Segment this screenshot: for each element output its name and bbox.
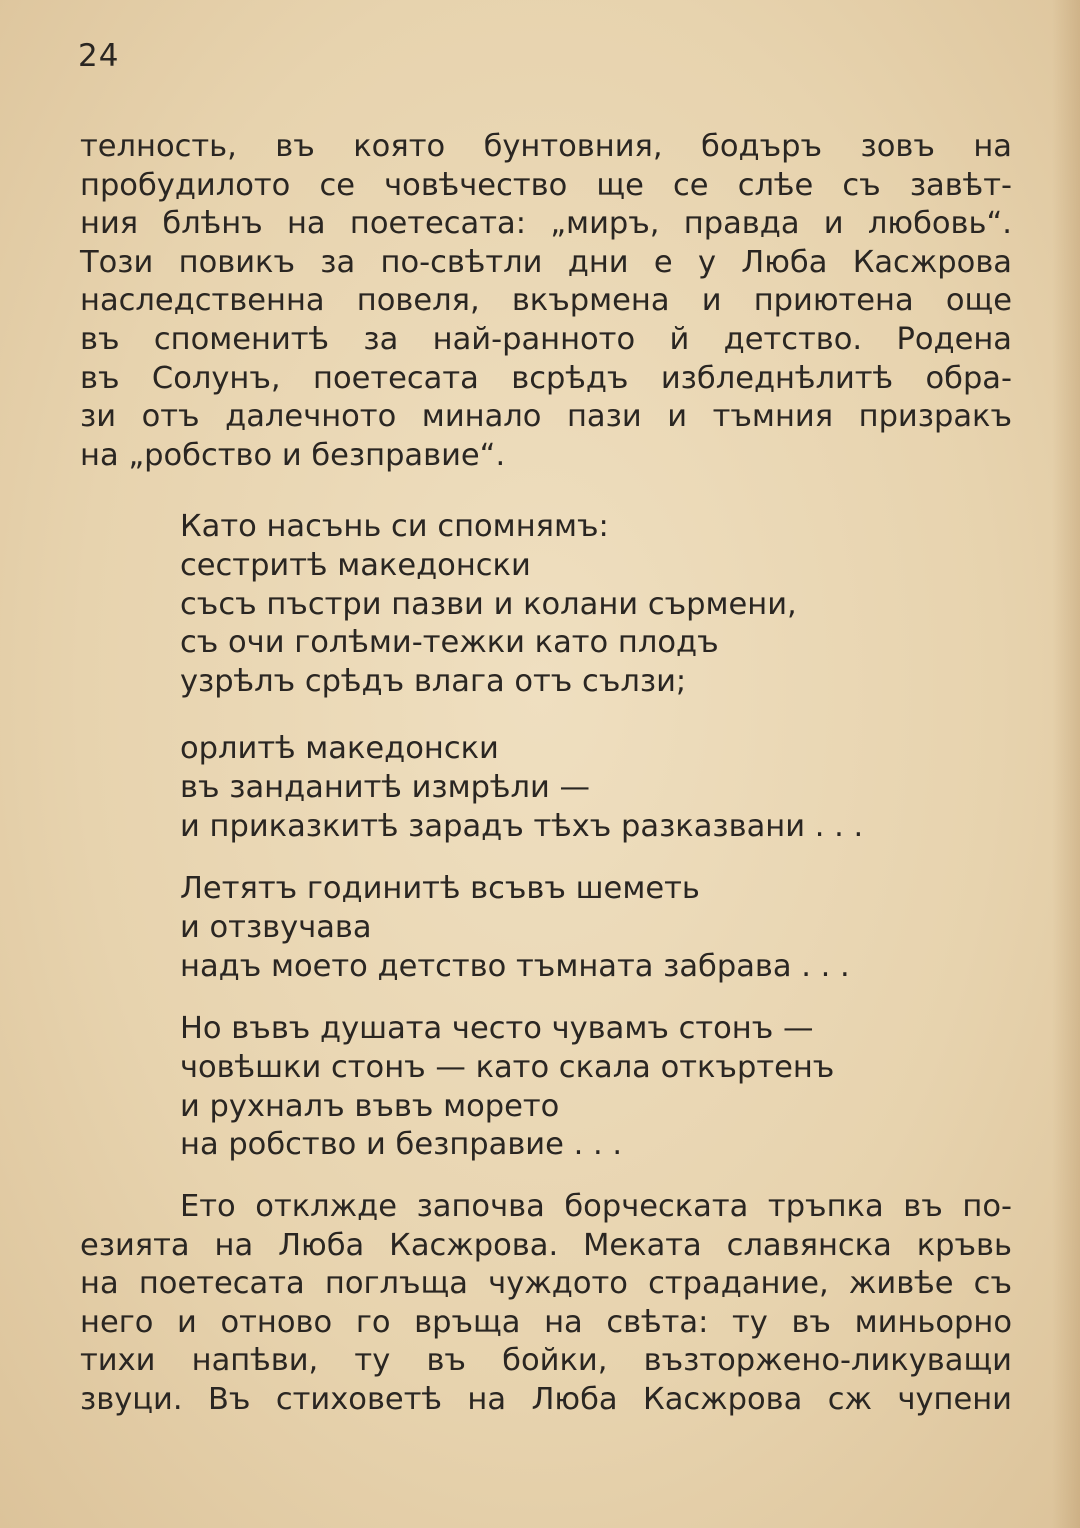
verse-line: въ занданитѣ измрѣли — — [180, 769, 590, 805]
text-line: на поетесата поглъща чуждото страдание, живѣе съ — [80, 1266, 1012, 1302]
text-line: въ споменитѣ за най-ранното й детство. Родена — [80, 321, 1012, 357]
text-line: наследственна повеля, вкърмена и приютена още — [80, 283, 1012, 319]
verse-line: и рухналъ въвъ морето — [180, 1088, 560, 1124]
text-line: зи отъ далечното минало пази и тъмния призракъ — [80, 399, 1012, 435]
verse-line: и отзвучава — [180, 909, 372, 945]
paragraph-1 — [80, 128, 1012, 475]
verse-line: съ очи голѣми-тежки като плодъ — [180, 625, 719, 661]
text-line: тихи напѣви, ту въ бойки, възторжено-ликуващи — [80, 1343, 1012, 1379]
text-line: езията на Люба Касжрова. Меката славянска кръвь — [80, 1227, 1012, 1263]
text-line: Този повикъ за по-свѣтли дни е у Люба Касжрова — [80, 244, 1012, 280]
text-line: ния блѣнъ на поетесата: „миръ, правда и любовь“. — [80, 206, 1012, 242]
verse-line: Като насънь си спомнямъ: — [180, 509, 609, 544]
verse-line: Но въвъ душата често чувамъ стонъ — — [180, 1011, 814, 1046]
verse-line: сестритѣ македонски — [180, 547, 531, 583]
poem-stanza-4 — [180, 1010, 834, 1165]
text-line: пробудилото се човѣчество ще се слѣе съ завѣт- — [80, 167, 1012, 203]
verse-line: съсъ пъстри пазви и колани сърмени, — [180, 586, 797, 622]
text-line: на „робство и безправие“. — [80, 437, 506, 473]
verse-line: Летятъ годинитѣ всъвъ шеметь — [180, 871, 700, 906]
text-line: въ Солунъ, поетесата всрѣдъ избледнѣлитѣ обра- — [80, 360, 1012, 396]
verse-line: и приказкитѣ зарадъ тѣхъ разказвани . . . — [180, 808, 864, 844]
page-edge-shadow — [1052, 0, 1080, 1528]
verse-line: човѣшки стонъ — като скала откъртенъ — [180, 1049, 835, 1085]
text-line: телность, въ която бунтовния, бодъръ зовъ на — [80, 129, 1012, 164]
paragraph-2 — [80, 1188, 1012, 1420]
poem-stanza-2 — [180, 730, 863, 846]
poem-stanza-3 — [180, 870, 850, 986]
verse-line: на робство и безправие . . . — [180, 1127, 623, 1163]
text-line: него и отново го връща на свѣта: ту въ миньорно — [80, 1304, 1012, 1340]
poem-stanza-1 — [180, 508, 797, 702]
verse-line: узрѣлъ срѣдъ влага отъ сълзи; — [180, 664, 687, 700]
text-line: Ето отклжде започва борческата тръпка въ по- — [180, 1189, 1012, 1224]
text-line: звуци. Въ стиховетѣ на Люба Касжрова сж чупени — [80, 1381, 1012, 1417]
page-number: 24 — [78, 38, 120, 74]
verse-line: орлитѣ македонски — [180, 731, 499, 766]
verse-line: надъ моето детство тъмната забрава . . . — [180, 948, 850, 984]
